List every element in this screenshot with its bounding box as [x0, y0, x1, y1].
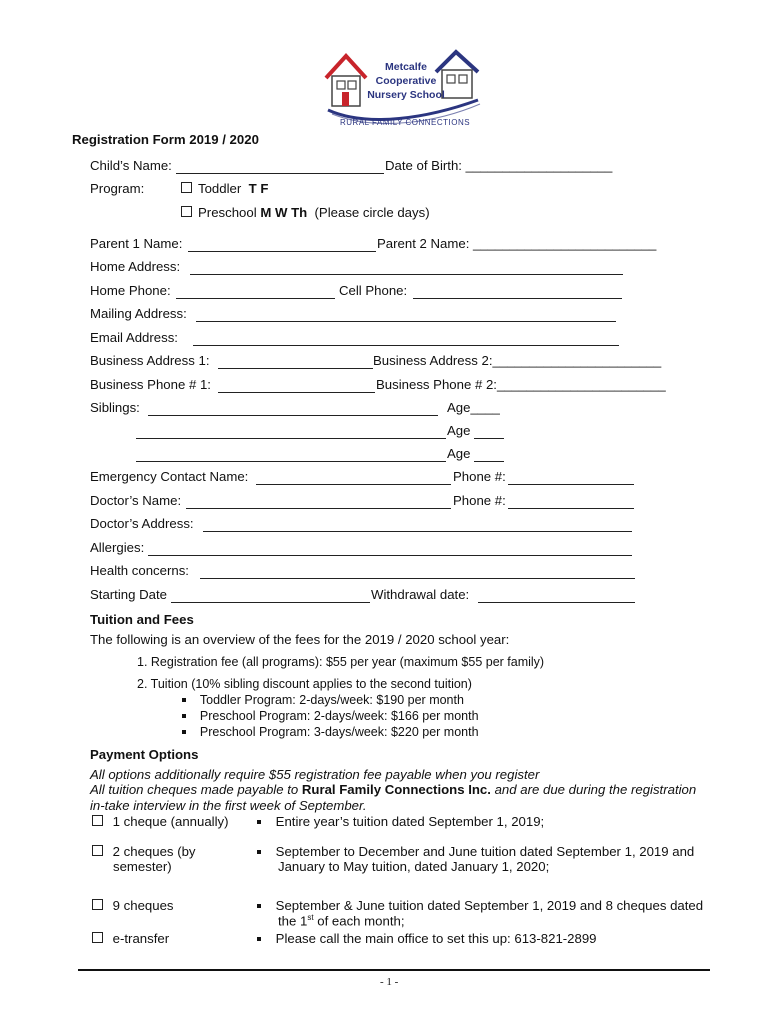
health-concerns-field[interactable]	[200, 578, 635, 579]
bullet-icon	[182, 698, 186, 702]
bullet-icon	[257, 904, 261, 908]
checkbox-icon[interactable]	[92, 845, 103, 856]
bullet-icon	[257, 820, 261, 824]
withdrawal-date-field[interactable]	[478, 602, 635, 603]
parent1-field[interactable]	[188, 251, 376, 252]
allergies-field[interactable]	[148, 555, 632, 556]
starting-date-label: Starting Date	[90, 587, 167, 602]
withdrawal-date-label: Withdrawal date:	[371, 587, 470, 602]
parent1-label: Parent 1 Name:	[90, 236, 183, 251]
payment-note-1: All options additionally require $55 registration fee payable when you register	[90, 767, 540, 782]
email-address-field[interactable]	[193, 345, 619, 346]
payment-note-3: in-take interview in the first week of September.	[90, 798, 367, 813]
payment-option-2-desc: September to December and June tuition dated September 1, 2019 and	[257, 844, 694, 859]
business-address1-label: Business Address 1:	[90, 353, 210, 368]
emergency-contact-label: Emergency Contact Name:	[90, 469, 249, 484]
doctor-name-label: Doctor’s Name:	[90, 493, 182, 508]
doctor-address-field[interactable]	[203, 531, 632, 532]
business-address2-label: Business Address 2:_______________________	[373, 353, 662, 368]
payment-option-2-desc-2: January to May tuition, dated January 1, 2020;	[278, 859, 550, 874]
doctor-phone-field[interactable]	[508, 508, 634, 509]
tuition-sub-item: Preschool Program: 3-days/week: $220 per month	[182, 725, 479, 739]
sibling1-age: Age____	[447, 400, 500, 415]
preschool-days: M W Th	[260, 205, 308, 220]
child-name-field[interactable]	[176, 173, 384, 174]
sibling1-field[interactable]	[148, 415, 438, 416]
payment-option-1-desc: Entire year’s tuition dated September 1, 2019;	[257, 814, 544, 829]
payment-option-3[interactable]: 9 cheques	[92, 898, 174, 913]
payment-option-2-label-2: semester)	[113, 859, 172, 874]
payment-option-3-desc: September & June tuition dated September 1, 2019 and 8 cheques dated	[257, 898, 703, 913]
page-number: - 1 -	[380, 976, 399, 988]
sibling3-field[interactable]	[136, 461, 446, 462]
starting-date-field[interactable]	[171, 602, 370, 603]
emergency-contact-field[interactable]	[256, 484, 451, 485]
sibling2-age: Age	[447, 423, 471, 438]
checkbox-icon[interactable]	[92, 932, 103, 943]
home-phone-field[interactable]	[176, 298, 335, 299]
home-phone-label: Home Phone:	[90, 283, 171, 298]
payment-option-2[interactable]: 2 cheques (by	[92, 844, 196, 859]
logo-line-3: Nursery School	[367, 89, 445, 101]
doctor-phone-label: Phone #:	[453, 493, 506, 508]
form-title: Registration Form 2019 / 2020	[72, 132, 259, 147]
checkbox-icon[interactable]	[92, 899, 103, 910]
logo-line-2: Cooperative	[375, 75, 437, 87]
emergency-phone-field[interactable]	[508, 484, 634, 485]
bullet-icon	[257, 937, 261, 941]
doctor-name-field[interactable]	[186, 508, 451, 509]
home-address-label: Home Address:	[90, 259, 181, 274]
business-address1-field[interactable]	[218, 368, 373, 369]
logo-line-1: Metcalfe	[384, 61, 427, 73]
sibling3-age: Age	[447, 446, 471, 461]
siblings-label: Siblings:	[90, 400, 140, 415]
bullet-icon	[182, 714, 186, 718]
tuition-heading: Tuition and Fees	[90, 612, 194, 627]
circle-note: (Please circle days)	[314, 205, 430, 220]
preschool-option[interactable]: Preschool M W Th (Please circle days)	[181, 205, 430, 220]
cell-phone-field[interactable]	[413, 298, 622, 299]
toddler-days: T F	[248, 181, 269, 196]
business-phone1-field[interactable]	[218, 392, 375, 393]
sibling2-field[interactable]	[136, 438, 446, 439]
tuition-sub-item: Preschool Program: 2-days/week: $166 per month	[182, 709, 479, 723]
sibling3-age-field[interactable]	[474, 461, 504, 462]
logo-tagline: RURAL FAMILY CONNECTIONS	[340, 118, 471, 127]
child-name-label: Child’s Name:	[90, 158, 172, 173]
parent2-label: Parent 2 Name: _________________________	[377, 236, 657, 251]
payment-option-4-desc: Please call the main office to set this up: 613-821-2899	[257, 931, 597, 946]
mailing-address-field[interactable]	[196, 321, 616, 322]
payment-note-2: All tuition cheques made payable to Rural Family Connections Inc. and are due during the registration	[90, 782, 697, 797]
checkbox-icon[interactable]	[181, 182, 192, 193]
home-address-field[interactable]	[190, 274, 623, 275]
payment-heading: Payment Options	[90, 747, 199, 762]
sibling2-age-field[interactable]	[474, 438, 504, 439]
health-concerns-label: Health concerns:	[90, 563, 189, 578]
program-label: Program:	[90, 181, 145, 196]
dob-label: Date of Birth: ____________________	[385, 158, 613, 173]
tuition-item-2: 2. Tuition (10% sibling discount applies to the second tuition)	[137, 677, 472, 691]
emergency-phone-label: Phone #:	[453, 469, 506, 484]
tuition-intro: The following is an overview of the fees for the 2019 / 2020 school year:	[90, 632, 510, 647]
tuition-item-1: 1. Registration fee (all programs): $55 per year (maximum $55 per family)	[137, 655, 545, 669]
business-phone2-label: Business Phone # 2:_______________________	[376, 377, 666, 392]
email-address-label: Email Address:	[90, 330, 178, 345]
payment-option-4[interactable]: e-transfer	[92, 931, 169, 946]
business-phone1-label: Business Phone # 1:	[90, 377, 211, 392]
footer-divider	[78, 969, 710, 971]
payee-name: Rural Family Connections Inc.	[301, 782, 491, 797]
doctor-address-label: Doctor’s Address:	[90, 516, 194, 531]
checkbox-icon[interactable]	[92, 815, 103, 826]
tuition-sub-item: Toddler Program: 2-days/week: $190 per month	[182, 693, 464, 707]
toddler-option[interactable]: Toddler T F	[181, 181, 268, 196]
checkbox-icon[interactable]	[181, 206, 192, 217]
mailing-address-label: Mailing Address:	[90, 306, 187, 321]
payment-option-1[interactable]: 1 cheque (annually)	[92, 814, 229, 829]
cell-phone-label: Cell Phone:	[339, 283, 408, 298]
payment-option-3-desc-2: the 1st of each month;	[278, 913, 405, 929]
allergies-label: Allergies:	[90, 540, 145, 555]
bullet-icon	[257, 850, 261, 854]
bullet-icon	[182, 730, 186, 734]
